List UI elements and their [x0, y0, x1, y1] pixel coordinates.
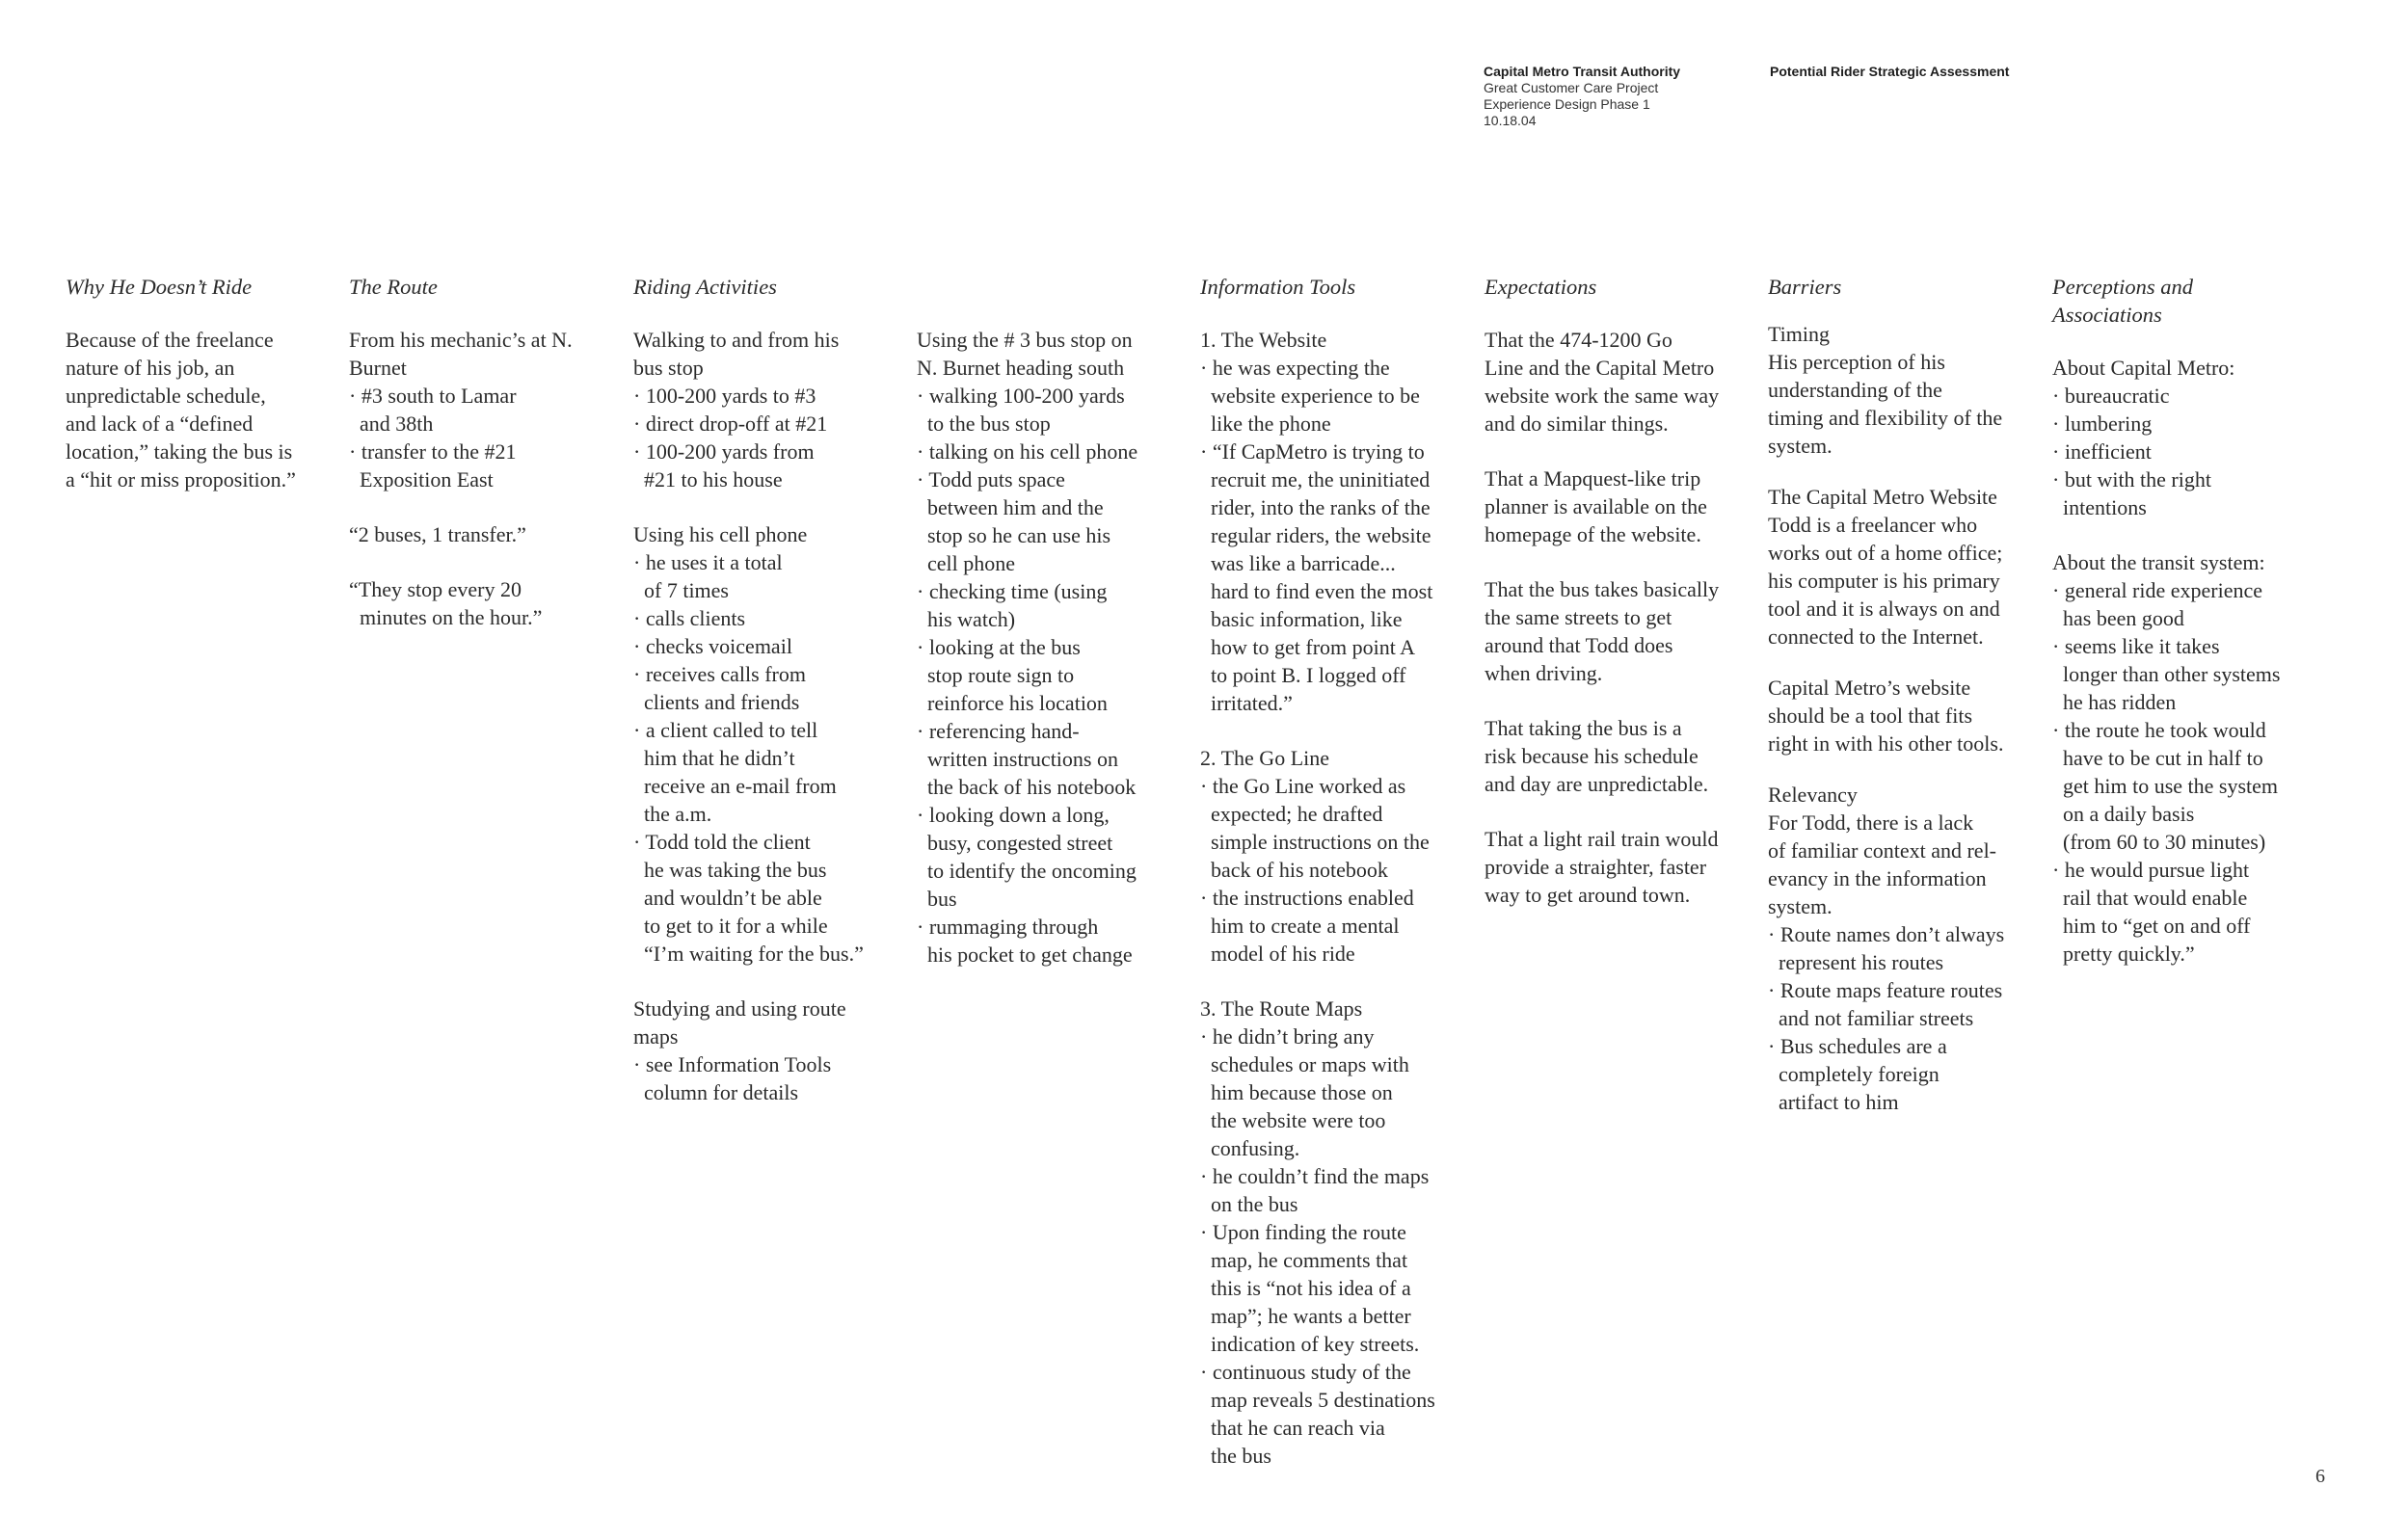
bullet-cont: #21 to his house — [644, 467, 783, 491]
text-line: his computer is his primary — [1768, 569, 2000, 593]
bullet-item: · looking down a long, — [917, 803, 1110, 827]
bullet-item: · talking on his cell phone — [917, 439, 1138, 464]
bullet-cont: get him to use the system — [2063, 774, 2279, 798]
expectation-item — [1485, 465, 1747, 548]
section-head: About Capital Metro: — [2052, 356, 2235, 380]
text-line: understanding of the — [1768, 378, 1942, 402]
bullet-cont: him that he didn’t — [644, 746, 795, 770]
bullet-cont: schedules or maps with — [1211, 1052, 1409, 1076]
bullet-cont: on a daily basis — [2063, 802, 2195, 826]
bullet-cont: represent his routes — [1779, 950, 1944, 974]
bullet-cont: his watch) — [927, 607, 1016, 631]
project-name: Great Customer Care Project — [1484, 80, 1659, 95]
barrier-head: Timing — [1768, 322, 1831, 346]
bullet-cont: him because those on — [1211, 1080, 1393, 1104]
text-line: system. — [1768, 434, 1833, 458]
text-line: should be a tool that fits — [1768, 704, 1973, 728]
text-line: and lack of a “defined — [66, 412, 254, 436]
text-line: That a light rail train would — [1485, 827, 1719, 851]
bullet-cont: indication of key streets. — [1211, 1332, 1420, 1356]
bullet-item: · seems like it takes — [2052, 634, 2220, 658]
section-head: N. Burnet heading south — [917, 356, 1125, 380]
text-line: unpredictable schedule, — [66, 384, 266, 408]
page-number: 6 — [2315, 1466, 2325, 1487]
column-title — [2052, 273, 2314, 329]
text-line: His perception of his — [1768, 350, 1945, 374]
text-line: and day are unpredictable. — [1485, 772, 1709, 796]
bullet-cont: was like a barricade... — [1211, 551, 1396, 575]
bullet-cont: him to “get on and off — [2063, 914, 2251, 938]
text-line: For Todd, there is a lack — [1768, 810, 1974, 835]
document-header — [1484, 64, 1680, 129]
barrier-relevancy — [1768, 781, 2030, 1116]
route-maps-section — [1200, 995, 1462, 1470]
bullet-cont: rail that would enable — [2063, 886, 2248, 910]
bullet-cont: written instructions on — [927, 747, 1118, 771]
bullet-item: · a client called to tell — [633, 718, 818, 742]
text-line: risk because his schedule — [1485, 744, 1699, 768]
bullet-item: · he didn’t bring any — [1200, 1024, 1375, 1049]
bullet-cont: map”; he wants a better — [1211, 1304, 1411, 1328]
text-line: planner is available on the — [1485, 494, 1707, 518]
bullet-item: · continuous study of the — [1200, 1360, 1411, 1384]
bullet-cont: regular riders, the website — [1211, 523, 1431, 547]
column-riding-activities — [633, 273, 896, 1133]
section-head: maps — [633, 1024, 679, 1049]
text-line: Because of the freelance — [66, 328, 274, 352]
bullet-item: · the instructions enabled — [1200, 886, 1414, 910]
assessment-title: Potential Rider Strategic Assessment — [1770, 64, 2010, 79]
bullet-item: · looking at the bus — [917, 635, 1081, 659]
bullet-cont: of 7 times — [644, 578, 729, 602]
section-head: 3. The Route Maps — [1200, 996, 1363, 1021]
route-step: · #3 south to Lamar — [349, 384, 517, 408]
bullet-cont: website experience to be — [1211, 384, 1420, 408]
text-line: “They stop every 20 — [349, 577, 522, 601]
bullet-item: · checks voicemail — [633, 634, 792, 658]
column-title: Information Tools — [1200, 275, 1356, 299]
text-line: That taking the bus is a — [1485, 716, 1682, 740]
bullet-cont: the a.m. — [644, 802, 712, 826]
bullet-cont: (from 60 to 30 minutes) — [2063, 830, 2266, 854]
text-line: the same streets to get — [1485, 605, 1672, 629]
title-line: Associations — [2052, 303, 2162, 327]
bullet-cont: basic information, like — [1211, 607, 1403, 631]
bullet-item: · but with the right — [2052, 467, 2211, 491]
text-line: From his mechanic’s at N. — [349, 328, 573, 352]
text-line: minutes on the hour.” — [360, 605, 543, 629]
route-quote — [349, 575, 611, 631]
bullet-item: · rummaging through — [917, 915, 1099, 939]
bullet-item: · the Go Line worked as — [1200, 774, 1406, 798]
bullet-item: · the route he took would — [2052, 718, 2266, 742]
bullet-cont: pretty quickly.” — [2063, 942, 2195, 966]
bullet-cont: longer than other systems — [2063, 662, 2281, 686]
bullet-cont: that he can reach via — [1211, 1416, 1385, 1440]
maps-section — [633, 995, 896, 1106]
route-quote: “2 buses, 1 transfer.” — [349, 522, 526, 546]
bullet-item: · receives calls from — [633, 662, 806, 686]
column-perceptions — [2052, 273, 2314, 995]
section-head: Using the # 3 bus stop on — [917, 328, 1133, 352]
capmetro-perceptions — [2052, 354, 2314, 521]
bullet-cont: like the phone — [1211, 412, 1331, 436]
expectation-item — [1485, 714, 1747, 798]
bullet-cont: the back of his notebook — [927, 775, 1137, 799]
bullet-item: · Route maps feature routes — [1768, 978, 2003, 1002]
section-head: Walking to and from his — [633, 328, 840, 352]
text-line: when driving. — [1485, 661, 1603, 685]
column-riding-activities-cont — [917, 326, 1179, 996]
column-information-tools — [1200, 273, 1462, 1497]
column-title: Riding Activities — [633, 275, 777, 299]
bullet-cont: model of his ride — [1211, 942, 1355, 966]
barrier-head: Relevancy — [1768, 783, 1858, 807]
text-line: homepage of the website. — [1485, 522, 1701, 546]
bullet-item: · bureaucratic — [2052, 384, 2170, 408]
text-line: provide a straighter, faster — [1485, 855, 1707, 879]
bullet-cont: how to get from point A — [1211, 635, 1416, 659]
section-head: bus stop — [633, 356, 704, 380]
text-line: and do similar things. — [1485, 412, 1669, 436]
bullet-cont: receive an e-mail from — [644, 774, 837, 798]
route-step: · transfer to the #21 — [349, 439, 517, 464]
section-head: Using his cell phone — [633, 522, 808, 546]
column-title: Why He Doesn’t Ride — [66, 275, 253, 299]
phase-name: Experience Design Phase 1 — [1484, 96, 1650, 112]
bullet-cont: to identify the oncoming — [927, 859, 1137, 883]
column-the-route — [349, 273, 611, 658]
expectation-item — [1485, 326, 1747, 438]
bullet-item: · calls clients — [633, 606, 746, 630]
text-line: a “hit or miss proposition.” — [66, 467, 296, 491]
text-line: timing and flexibility of the — [1768, 406, 2003, 430]
text-line: nature of his job, an — [66, 356, 235, 380]
bullet-cont: his pocket to get change — [927, 943, 1133, 967]
bullet-item: · walking 100-200 yards — [917, 384, 1125, 408]
bullet-item: · general ride experience — [2052, 578, 2263, 602]
text-line: Capital Metro’s website — [1768, 676, 1971, 700]
text-line: website work the same way — [1485, 384, 1720, 408]
text-line: evancy in the information — [1768, 866, 1987, 890]
bullet-item: · he was expecting the — [1200, 356, 1390, 380]
expectation-item — [1485, 575, 1747, 687]
bullet-cont: on the bus — [1211, 1192, 1298, 1216]
route-step-cont: and 38th — [360, 412, 434, 436]
why-paragraph — [66, 326, 328, 493]
text-line: That a Mapquest-like trip — [1485, 466, 1701, 491]
bullet-cont: and wouldn’t be able — [644, 886, 822, 910]
bullet-cont: to point B. I logged off — [1211, 663, 1406, 687]
bullet-cont: between him and the — [927, 495, 1104, 519]
section-head: 2. The Go Line — [1200, 746, 1330, 770]
barrier-timing — [1768, 320, 2030, 460]
bullet-cont: column for details — [644, 1080, 799, 1104]
text-line: Burnet — [349, 356, 407, 380]
bus-stop-section — [917, 326, 1179, 969]
bullet-item: · see Information Tools — [633, 1052, 832, 1076]
bullet-item: · Todd told the client — [633, 830, 811, 854]
column-why-he-doesnt-ride — [66, 273, 328, 493]
bullet-cont: map reveals 5 destinations — [1211, 1388, 1435, 1412]
route-step-cont: Exposition East — [360, 467, 494, 491]
transit-perceptions — [2052, 548, 2314, 968]
section-head: Studying and using route — [633, 996, 846, 1021]
bullet-cont: him to create a mental — [1211, 914, 1400, 938]
document-date: 10.18.04 — [1484, 113, 1537, 128]
bullet-item: · referencing hand- — [917, 719, 1080, 743]
text-line: That the 474-1200 Go — [1485, 328, 1672, 352]
text-line: That the bus takes basically — [1485, 577, 1720, 601]
column-expectations — [1485, 273, 1747, 936]
phone-section — [633, 520, 896, 968]
text-line: around that Todd does — [1485, 633, 1673, 657]
bullet-item: · Bus schedules are a — [1768, 1034, 1947, 1058]
text-line: Line and the Capital Metro — [1485, 356, 1715, 380]
bullet-cont: the bus — [1211, 1444, 1271, 1468]
bullet-cont: intentions — [2063, 495, 2147, 519]
bullet-cont: expected; he drafted — [1211, 802, 1383, 826]
column-title: Expectations — [1485, 275, 1597, 299]
section-head: 1. The Website — [1200, 328, 1327, 352]
bullet-cont: map, he comments that — [1211, 1248, 1408, 1272]
bullet-item: · Upon finding the route — [1200, 1220, 1406, 1244]
expectation-item — [1485, 825, 1747, 909]
bullet-cont: stop route sign to — [927, 663, 1075, 687]
text-line: system. — [1768, 894, 1833, 918]
bullet-item: · 100-200 yards from — [633, 439, 815, 464]
bullet-cont: bus — [927, 887, 957, 911]
bullet-item: · Todd puts space — [917, 467, 1065, 491]
bullet-cont: clients and friends — [644, 690, 800, 714]
org-name: Capital Metro Transit Authority — [1484, 64, 1681, 79]
barrier-website — [1768, 483, 2030, 651]
bullet-item: · he uses it a total — [633, 550, 783, 574]
bullet-cont: cell phone — [927, 551, 1016, 575]
bullet-cont: to the bus stop — [927, 412, 1051, 436]
section-head: About the transit system: — [2052, 550, 2265, 574]
bullet-item: · lumbering — [2052, 412, 2153, 436]
text-line: of familiar context and rel- — [1768, 838, 1997, 863]
website-section — [1200, 326, 1462, 717]
text-line: right in with his other tools. — [1768, 731, 2004, 756]
bullet-cont: has been good — [2063, 606, 2184, 630]
barrier-head: The Capital Metro Website — [1768, 485, 1997, 509]
route-paragraph — [349, 326, 611, 493]
text-line: way to get around town. — [1485, 883, 1691, 907]
bullet-cont: rider, into the ranks of the — [1211, 495, 1431, 519]
bullet-cont: this is “not his idea of a — [1211, 1276, 1411, 1300]
bullet-cont: confusing. — [1211, 1136, 1300, 1160]
bullet-item: · he would pursue light — [2052, 858, 2250, 882]
column-barriers — [1768, 273, 2030, 1143]
bullet-cont: “I’m waiting for the bus.” — [644, 942, 864, 966]
bullet-cont: have to be cut in half to — [2063, 746, 2263, 770]
bullet-cont: artifact to him — [1779, 1090, 1899, 1114]
walking-section — [633, 326, 896, 493]
text-line: works out of a home office; — [1768, 541, 2003, 565]
text-line: tool and it is always on and — [1768, 597, 2000, 621]
title-line: Perceptions and — [2052, 275, 2194, 299]
column-title: Barriers — [1768, 275, 1842, 299]
bullet-item: · 100-200 yards to #3 — [633, 384, 816, 408]
bullet-cont: and not familiar streets — [1779, 1006, 1974, 1030]
bullet-item: · direct drop-off at #21 — [633, 412, 828, 436]
bullet-cont: irritated.” — [1211, 691, 1293, 715]
bullet-cont: simple instructions on the — [1211, 830, 1430, 854]
bullet-cont: recruit me, the uninitiated — [1211, 467, 1431, 491]
bullet-cont: back of his notebook — [1211, 858, 1388, 882]
bullet-cont: reinforce his location — [927, 691, 1108, 715]
column-title: The Route — [349, 275, 438, 299]
barrier-tool — [1768, 674, 2030, 757]
bullet-cont: hard to find even the most — [1211, 579, 1433, 603]
bullet-item: · “If CapMetro is trying to — [1200, 439, 1425, 464]
text-line: Todd is a freelancer who — [1768, 513, 1978, 537]
bullet-cont: stop so he can use his — [927, 523, 1111, 547]
bullet-item: · he couldn’t find the maps — [1200, 1164, 1430, 1188]
bullet-cont: to get to it for a while — [644, 914, 828, 938]
bullet-cont: he has ridden — [2063, 690, 2177, 714]
bullet-item: · checking time (using — [917, 579, 1108, 603]
bullet-cont: completely foreign — [1779, 1062, 1940, 1086]
go-line-section — [1200, 744, 1462, 968]
bullet-cont: he was taking the bus — [644, 858, 827, 882]
text-line: connected to the Internet. — [1768, 624, 1984, 649]
bullet-cont: the website were too — [1211, 1108, 1386, 1132]
bullet-item: · inefficient — [2052, 439, 2152, 464]
bullet-item: · Route names don’t always — [1768, 922, 2005, 946]
bullet-cont: busy, congested street — [927, 831, 1113, 855]
text-line: location,” taking the bus is — [66, 439, 293, 464]
